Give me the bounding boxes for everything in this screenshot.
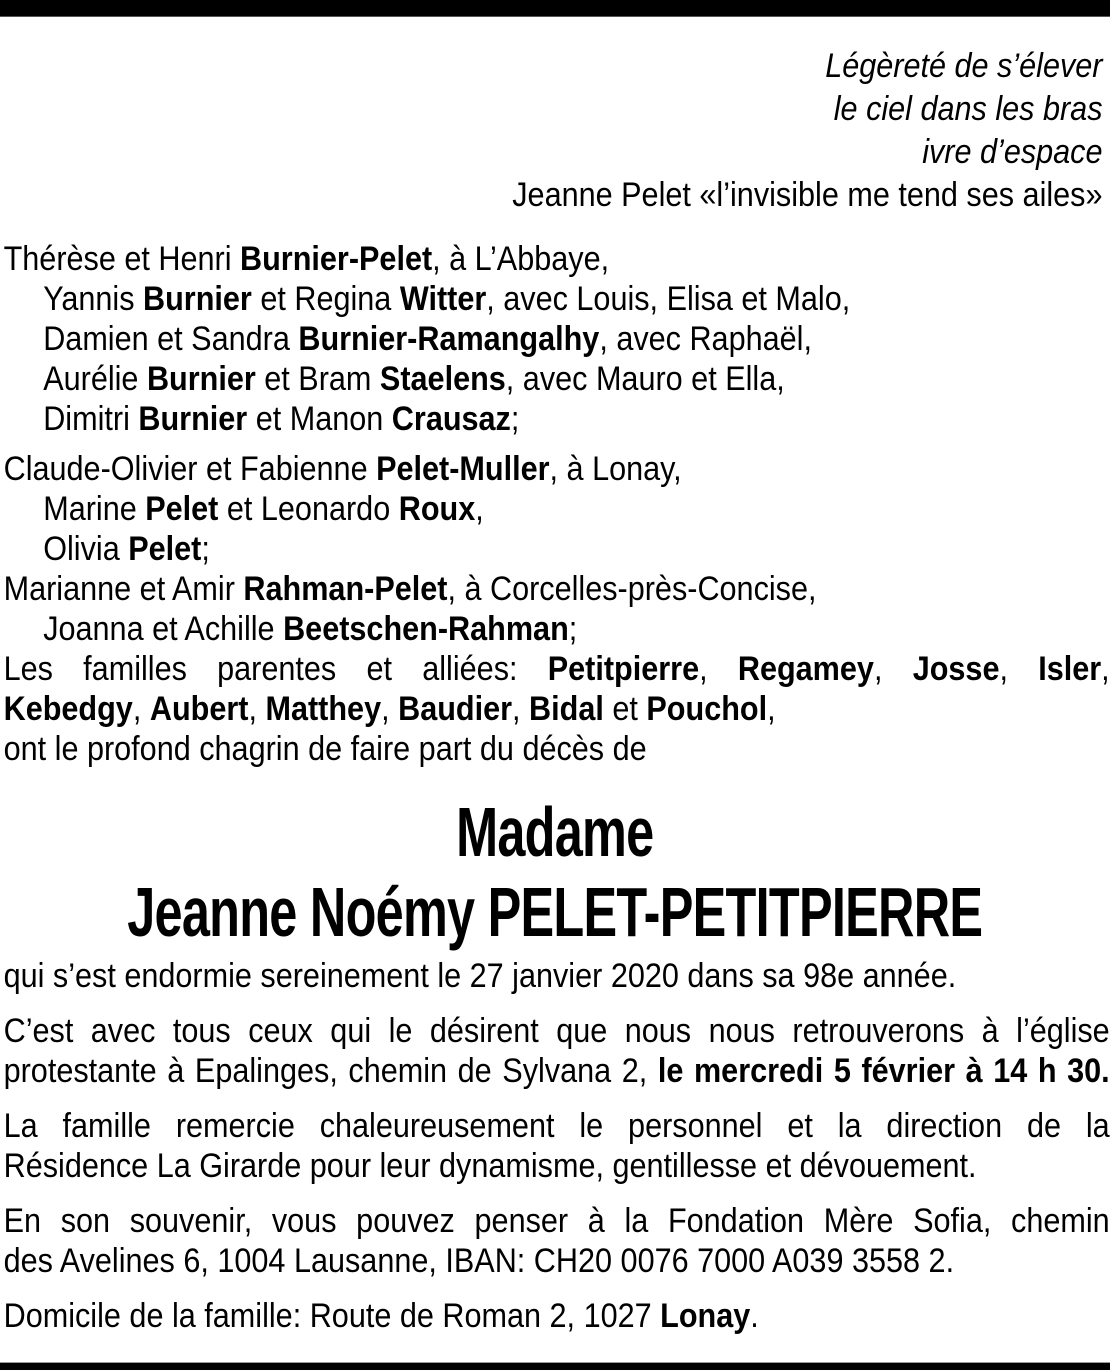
- epigraph-line: ivre d’espace: [922, 133, 1103, 171]
- text-segment: qui s’est endormie sereinement le 27 janvier 2020 dans sa 98e année.: [3, 957, 957, 995]
- text-segment: , avec Raphaël,: [599, 320, 812, 358]
- bold-text-segment: Isler: [1038, 650, 1102, 688]
- text-segment: , à Corcelles-près-Concise,: [447, 570, 817, 608]
- paragraph-line: [4, 1146, 1110, 1186]
- text-segment: Domicile de la famille: Route de Roman 2, 1027: [3, 1297, 661, 1335]
- text-segment: En son souvenir, vous pouvez penser à la Fondation Mère Sofia, chemin: [3, 1202, 1110, 1240]
- epigraph: [0, 45, 1110, 217]
- text-segment: Yannis: [43, 280, 144, 318]
- text-segment: ;: [568, 610, 578, 648]
- bold-text-segment: Rahman-Pelet: [243, 570, 448, 608]
- text-segment: et Bram: [255, 360, 380, 398]
- text-segment: Marine: [43, 490, 146, 528]
- bold-text-segment: Beetschen-Rahman: [283, 610, 569, 648]
- text-segment: .: [750, 1297, 759, 1335]
- family-line: [4, 649, 1110, 689]
- notice-paragraphs: [0, 956, 1110, 1336]
- text-segment: ont le profond chagrin de faire part du décès de: [3, 730, 647, 768]
- text-segment: ,: [132, 690, 150, 728]
- family-line: [4, 279, 1110, 319]
- text-segment: ,: [1101, 650, 1110, 688]
- bold-text-segment: Pouchol: [646, 690, 768, 728]
- text-segment: ;: [201, 530, 210, 568]
- paragraph: [4, 1011, 1110, 1091]
- bold-text-segment: Lonay: [660, 1297, 751, 1335]
- text-segment: , à L’Abbaye,: [432, 240, 610, 278]
- text-segment: C’est avec tous ceux qui le désirent que nous nous retrouverons à l’église: [3, 1012, 1110, 1050]
- deceased-title-line: Madame: [456, 793, 654, 871]
- bold-text-segment: Pelet: [145, 490, 219, 528]
- bold-text-segment: Roux: [398, 490, 476, 528]
- family-line: [4, 729, 1110, 769]
- text-segment: La famille remercie chaleureusement le personnel et la direction de la: [3, 1107, 1110, 1145]
- bottom-divider-bar: [0, 1362, 1110, 1370]
- text-segment: ,: [512, 690, 530, 728]
- family-line: [4, 569, 1110, 609]
- paragraph-line: [4, 1241, 1110, 1281]
- paragraph: [4, 1201, 1110, 1281]
- text-segment: , avec Louis, Elisa et Malo,: [486, 280, 851, 318]
- text-segment: ;: [510, 400, 520, 438]
- deceased-title: [0, 792, 1110, 952]
- text-segment: et: [603, 690, 647, 728]
- paragraph-line: [4, 1051, 1110, 1091]
- text-segment: ,: [699, 650, 738, 688]
- bold-text-segment: Josse: [912, 650, 1000, 688]
- bold-text-segment: Bidal: [529, 690, 604, 728]
- text-segment: ,: [999, 650, 1039, 688]
- bold-text-segment: Burnier: [143, 280, 252, 318]
- paragraph: [4, 1106, 1110, 1186]
- bold-text-segment: le mercredi 5 février à 14 h 30.: [657, 1052, 1110, 1090]
- text-segment: ,: [767, 690, 776, 728]
- text-segment: ,: [381, 690, 399, 728]
- family-list: [0, 239, 1110, 769]
- bold-text-segment: Staelens: [379, 360, 506, 398]
- family-line: [4, 689, 1110, 729]
- bold-text-segment: Aubert: [149, 690, 249, 728]
- epigraph-line: Légèreté de s’élever: [825, 47, 1103, 85]
- notice-content: [0, 16, 1110, 1336]
- text-segment: , avec Mauro et Ella,: [505, 360, 785, 398]
- bold-text-segment: Pelet: [128, 530, 202, 568]
- bold-text-segment: Burnier: [138, 400, 248, 438]
- bold-text-segment: Baudier: [398, 690, 513, 728]
- paragraph: [4, 956, 1110, 996]
- text-segment: des Avelines 6, 1004 Lausanne, IBAN: CH20 0076 7000 A039 3558 2.: [3, 1242, 955, 1280]
- text-segment: Dimitri: [43, 400, 139, 438]
- text-segment: Joanna et Achille: [43, 610, 284, 648]
- text-segment: Olivia: [43, 530, 129, 568]
- top-divider-bar: [0, 0, 1110, 17]
- paragraph: [4, 1296, 1110, 1336]
- bold-text-segment: Petitpierre: [547, 650, 700, 688]
- text-segment: protestante à Epalinges, chemin de Sylvana 2,: [3, 1052, 658, 1090]
- paragraph-line: [4, 956, 1110, 996]
- epigraph-attribution: Jeanne Pelet «l’invisible me tend ses ailes»: [512, 176, 1103, 214]
- bold-text-segment: Burnier: [146, 360, 256, 398]
- text-segment: Marianne et Amir: [3, 570, 244, 608]
- family-line: [4, 239, 1110, 279]
- text-segment: Thérèse et Henri: [3, 240, 241, 278]
- bold-text-segment: Matthey: [265, 690, 382, 728]
- paragraph-line: [4, 1011, 1110, 1051]
- text-segment: Résidence La Girarde pour leur dynamisme, gentillesse et dévouement.: [3, 1147, 977, 1185]
- text-segment: Claude-Olivier et Fabienne: [3, 450, 377, 488]
- text-segment: Aurélie: [43, 360, 147, 398]
- bold-text-segment: Regamey: [737, 650, 874, 688]
- family-line: [4, 609, 1110, 649]
- family-line: [4, 319, 1110, 359]
- deceased-title-line: Jeanne Noémy PELET-PETITPIERRE: [127, 873, 983, 951]
- text-segment: Damien et Sandra: [43, 320, 299, 358]
- bold-text-segment: Burnier-Ramangalhy: [298, 320, 600, 358]
- text-segment: Les familles parentes et alliées:: [3, 650, 548, 688]
- text-segment: et Regina: [251, 280, 400, 318]
- text-segment: ,: [475, 490, 484, 528]
- paragraph-line: [4, 1106, 1110, 1146]
- family-line: [4, 399, 1110, 439]
- text-segment: , à Lonay,: [549, 450, 682, 488]
- bold-text-segment: Witter: [399, 280, 487, 318]
- bold-text-segment: Burnier-Pelet: [240, 240, 433, 278]
- family-line: [4, 529, 1110, 569]
- family-line: [4, 449, 1110, 489]
- paragraph-line: [4, 1201, 1110, 1241]
- family-line: [4, 489, 1110, 529]
- bold-text-segment: Pelet-Muller: [376, 450, 550, 488]
- epigraph-line: le ciel dans les bras: [833, 90, 1103, 128]
- paragraph-line: [4, 1296, 1110, 1336]
- epigraph-italic-lines: [0, 45, 1103, 174]
- text-segment: et Manon: [247, 400, 392, 438]
- bold-text-segment: Crausaz: [391, 400, 511, 438]
- bold-text-segment: Kebedgy: [3, 690, 133, 728]
- text-segment: ,: [873, 650, 913, 688]
- family-line: [4, 359, 1110, 399]
- text-segment: ,: [248, 690, 266, 728]
- text-segment: et Leonardo: [218, 490, 399, 528]
